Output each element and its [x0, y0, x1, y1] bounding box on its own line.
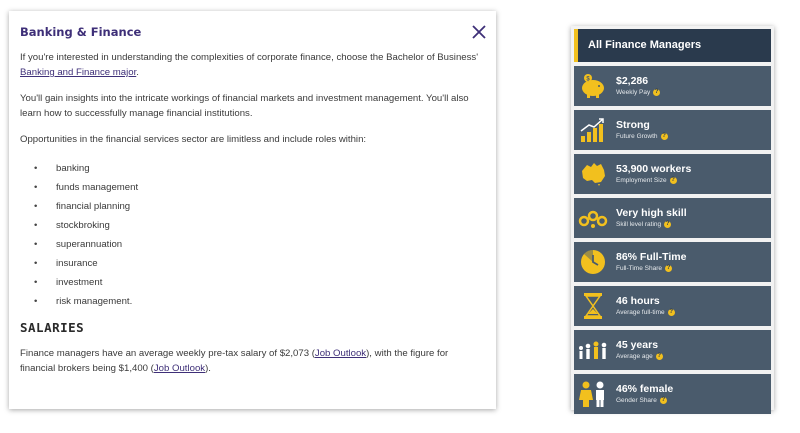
- list-item: • investment: [34, 273, 484, 292]
- salary-text-end: ).: [205, 363, 211, 374]
- salary-paragraph: [20, 346, 484, 376]
- info-icon[interactable]: ?: [657, 353, 662, 359]
- stat-full-time-share: [574, 242, 771, 282]
- stat-value: 53,900 workers: [616, 162, 692, 175]
- stat-label: Average age: [616, 352, 653, 360]
- stat-label: Future Growth: [616, 132, 658, 140]
- list-item: • insurance: [34, 254, 484, 273]
- finance-managers-panel: [571, 26, 774, 410]
- modal-title: Banking & Finance: [20, 25, 142, 39]
- skill-gears-icon: [578, 205, 608, 231]
- stat-average-age: [574, 330, 771, 370]
- info-icon[interactable]: ?: [662, 133, 666, 139]
- svg-text:$: $: [586, 76, 590, 83]
- hourglass-icon: [582, 292, 604, 320]
- stat-weekly-pay: [574, 66, 771, 106]
- info-icon[interactable]: ?: [654, 89, 659, 95]
- salary-text-mid: ), with the figure for financial brokers being $1,400 (: [20, 348, 449, 374]
- stat-label: Employment Size: [616, 176, 667, 184]
- insights-paragraph: You'll gain insights into the intricate workings of financial markets and investment management. You'll also learn how to successfully manage financial institutions.: [20, 93, 469, 119]
- panel-title: All Finance Managers: [574, 29, 771, 62]
- info-icon[interactable]: ?: [669, 309, 673, 315]
- stat-skill-level: [574, 198, 771, 238]
- intro-text-end: .: [136, 67, 139, 78]
- stat-value: 45 years: [616, 338, 659, 351]
- stat-average-hours: [574, 286, 771, 326]
- people-age-icon: [577, 338, 609, 362]
- list-item: • risk management.: [34, 292, 484, 311]
- stat-value: $2,286: [616, 74, 649, 87]
- gender-people-icon: [578, 380, 608, 408]
- stat-value: 46 hours: [616, 294, 660, 307]
- stat-label: Skill level rating: [616, 220, 662, 228]
- clock-pie-icon: [579, 248, 607, 276]
- list-item: • superannuation: [34, 235, 484, 254]
- info-icon[interactable]: ?: [666, 265, 671, 271]
- close-icon[interactable]: [471, 24, 487, 40]
- list-item: • funds management: [34, 178, 484, 197]
- job-outlook-link[interactable]: Job Outlook: [153, 363, 206, 374]
- roles-list: [20, 159, 484, 311]
- salaries-heading: SALARIES: [20, 320, 85, 335]
- stat-label: Average full-time: [616, 308, 665, 316]
- banking-finance-major-link[interactable]: Banking and Finance major: [20, 67, 137, 78]
- banking-finance-modal: [9, 11, 496, 409]
- job-outlook-link[interactable]: Job Outlook: [314, 348, 367, 359]
- info-icon[interactable]: ?: [671, 177, 675, 183]
- salary-text: Finance managers have an average weekly pre-tax salary of $2,073 (: [20, 348, 315, 359]
- stat-future-growth: [574, 110, 771, 150]
- info-icon[interactable]: ?: [661, 397, 666, 403]
- stat-employment-size: [574, 154, 771, 194]
- list-item: • financial planning: [34, 197, 484, 216]
- intro-text: If you're interested in understanding the complexities of corporate finance, choose the Bachelor of Business': [20, 52, 479, 63]
- info-icon[interactable]: ?: [665, 221, 670, 227]
- opportunities-paragraph: Opportunities in the financial services sector are limitless and include roles within:: [20, 134, 367, 145]
- stat-value: 46% female: [616, 382, 674, 395]
- stat-value: 86% Full-Time: [616, 250, 687, 263]
- stat-value: Very high skill: [616, 206, 687, 219]
- piggy-bank-icon: [579, 73, 607, 99]
- stat-label: Full-Time Share: [616, 264, 662, 272]
- stat-value: Strong: [616, 118, 650, 131]
- intro-paragraph: [20, 50, 484, 80]
- stat-label: Weekly Pay: [616, 88, 651, 96]
- list-item: • stockbroking: [34, 216, 484, 235]
- list-item: • banking: [34, 159, 484, 178]
- stat-label: Gender Share: [616, 396, 657, 404]
- stat-gender-share: [574, 374, 771, 414]
- australia-map-icon: [579, 161, 607, 187]
- growth-bars-icon: [579, 117, 607, 143]
